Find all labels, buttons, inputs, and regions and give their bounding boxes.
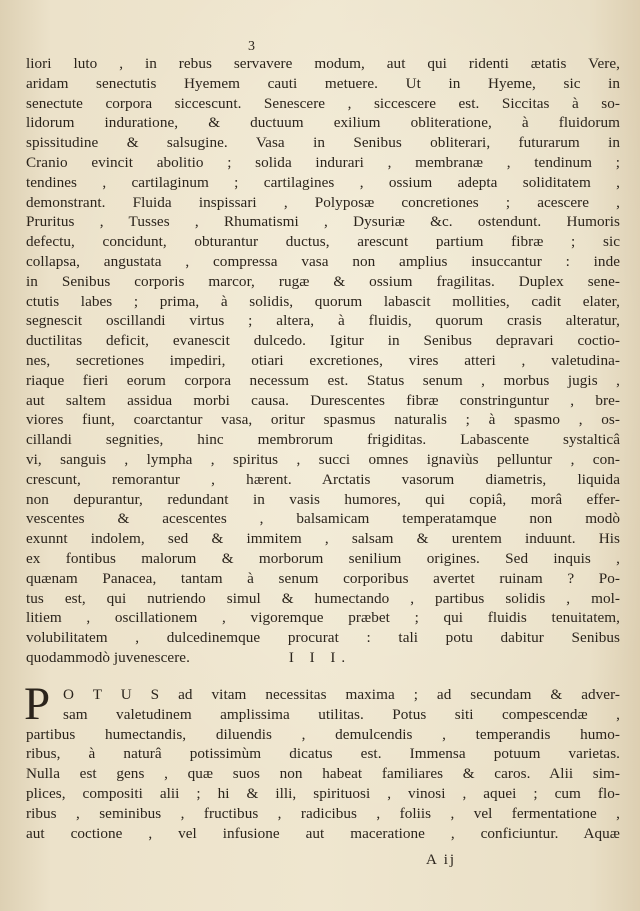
text-line: quænam Panacea, tantam à senum corporibus avertet ruinam ? Po- [26,569,620,587]
text-line: ribus, à naturâ potissimùm dicatus est. Immensa potuum varietas. [26,745,620,763]
text-line: demonstrant. Fluida inspissari , Polyposæ concretiones ; acescere , [26,193,620,211]
text-line: tus est, qui nutriendo simul & humectando , partibus solidis , mol- [26,589,620,607]
text-line: segnescit oscillandi virtus ; altera, à fluidis, quorum crasis alteratur, [26,312,620,330]
text-line: lidorum induratione, & ductuum exilium obliteratione, à fluidorum [26,114,620,132]
text-line: Cranio evincit abolitio ; solida indurari , membranæ , tendinum ; [26,153,620,171]
text-line: spissitudine & salsugine. Vasa in Senibus obliterari, futurarum in [26,134,620,152]
paragraph-potus [24,678,620,843]
text-line: sam valetudinem amplissima utilitas. Potus siti compescendæ , [63,705,620,723]
text-line: O T U S ad vitam necessitas maxima ; ad secundam & adver- [63,686,620,703]
text-line: senectute corpora siccescunt. Senescere , siccescere est. Siccitas à so- [26,94,620,112]
text-line: partibus humectandis, diluendis , demulcendis , temperandis humo- [26,725,620,743]
text-line: crescunt, remorantur , hærent. Arctatis vasorum diametris, liquida [26,470,620,488]
text-line: non depurantur, redundant in vasis humores, qui copiâ, morâ effer- [26,490,620,508]
text-line: plices, compositi alii ; hi & illi, spirituosi , vinosi , aquei ; cum flo- [26,784,620,802]
page-number: 3 [248,39,255,54]
text-line: cillandi segnities, hinc membrorum frigiditas. Labascente systalticâ [26,431,620,449]
text-line: ductilitas deficit, evanescit dulcedo. Igitur in Senibus depravari coctio- [26,332,620,350]
text-line: collapsa, angustata , compressa vasa non amplius insuccantur : inde [26,252,620,270]
text-line: vi, sanguis , lympha , spiritus , succi omnes ignaviùs pelluntur , con- [26,450,620,468]
text-line: exunnt indolem, sed & immitem , salsam & urentem induunt. His [26,530,620,548]
text-line: viores fiunt, coarctantur vasa, oritur spasmus naturalis ; à spasmo , os- [26,411,620,429]
text-line: litiem , oscillationem , vigoremque præbet ; qui fluidis tenuitatem, [26,609,620,627]
text-line: nes, secretiones impediri, otiari excretiones, vires atteri , valetudina- [26,351,620,369]
text-line: ctutis labes ; prima, à solidis, quorum labascit mollities, cadit elater, [26,292,620,310]
text-line: tendines , cartilaginum ; cartilagines , ossium adepta soliditatem , [26,173,620,191]
catchword-signature: A ij [426,852,457,868]
text-line: Nulla est gens , quæ suos non habeat familiares & caros. Alii sim- [26,765,620,783]
drop-cap-initial: P [24,678,51,730]
text-line: defectu, concidunt, obturantur ductus, arescunt partium fibræ ; sic [26,233,620,251]
text-line: ribus , seminibus , fructibus , radicibus , foliis , vel fermentatione , [26,804,620,822]
text-line: in Senibus corporis marcor, rugæ & ossium fragilitas. Duplex sene- [26,272,620,290]
text-line: aridam senectutis Hyemem cauti metuere. Ut in Hyeme, sic in [26,74,620,92]
text-line: aut saltem assidua morbi causa. Durescentes fibræ constringuntur , bre- [26,391,620,409]
text-line: ex fontibus malorum & morborum senilium origines. Sed inquis , [26,549,620,567]
section-heading-numeral: I I I. [288,650,352,666]
text-line: liori luto , in rebus servavere modum, aut qui ridenti ætatis Vere, [26,55,620,72]
text-line: riaque fieri eorum corpora necessum est. Status senum , morbus jugis , [26,371,620,389]
paragraph-senectus [26,54,620,668]
text-line: aut coctione , vel infusione aut maceratione , conficiuntur. Aquæ [26,824,620,842]
text-line: quodammodò juvenescere. [26,648,190,666]
text-line: vescentes & acescentes , balsamicam temperatamque non modò [26,510,620,528]
text-line: Pruritus , Tusses , Rhumatismi , Dysuriæ &c. ostendunt. Humoris [26,213,620,231]
text-line: volubilitatem , dulcedinemque procurat : tali potu dabitur Senibus [26,629,620,647]
